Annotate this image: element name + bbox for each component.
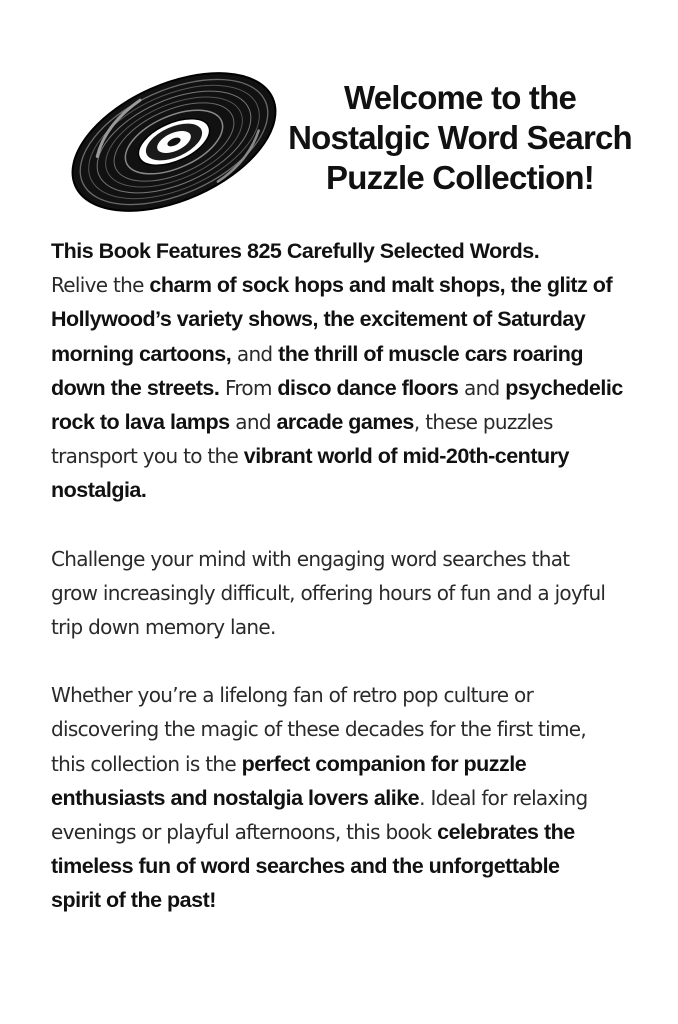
text-run-bold: morning cartoons, bbox=[51, 341, 232, 366]
text-run: Relive the bbox=[51, 273, 150, 298]
text-run-bold: charm of sock hops and malt shops, the glitz of bbox=[149, 273, 613, 298]
text-run-bold: psychedelic bbox=[505, 375, 623, 400]
vinyl-record-icon bbox=[58, 62, 290, 222]
text-run: , these puzzles bbox=[413, 410, 553, 435]
text-run-bold: perfect companion for puzzle bbox=[241, 751, 527, 776]
text-run: From bbox=[219, 375, 278, 400]
text-run-bold: disco dance floors bbox=[277, 375, 459, 400]
title-line: Puzzle Collection! bbox=[326, 159, 594, 196]
text-run-bold: enthusiasts and nostalgia lovers alike bbox=[51, 785, 420, 810]
intro-paragraph bbox=[51, 234, 651, 508]
closing-paragraph bbox=[51, 678, 651, 917]
text-run: and bbox=[458, 375, 506, 400]
challenge-paragraph bbox=[51, 542, 651, 645]
text-run: trip down memory lane. bbox=[51, 615, 276, 640]
text-run: and bbox=[231, 341, 279, 366]
text-run-bold: vibrant world of mid-20th-century bbox=[243, 444, 569, 469]
text-run-bold: the thrill of muscle cars roaring bbox=[278, 341, 583, 366]
text-run-bold: Hollywood’s variety shows, the excitement of Saturday bbox=[51, 307, 586, 332]
features-heading: This Book Features 825 Carefully Selected Words. bbox=[51, 239, 540, 263]
text-run: Challenge your mind with engaging word searches that bbox=[51, 546, 570, 571]
title-line: Nostalgic Word Search bbox=[288, 119, 632, 156]
text-run-bold: rock to lava lamps bbox=[51, 410, 230, 435]
text-run-bold: timeless fun of word searches and the unforgettable bbox=[51, 854, 560, 879]
text-run: transport you to the bbox=[51, 444, 244, 469]
text-run: grow increasingly difficult, offering hours of fun and a joyful bbox=[51, 580, 606, 605]
text-run-bold: spirit of the past! bbox=[51, 888, 216, 913]
text-run: and bbox=[229, 410, 277, 435]
text-run: discovering the magic of these decades for the first time, bbox=[51, 717, 587, 742]
text-run: . Ideal for relaxing bbox=[419, 785, 588, 810]
title-line: Welcome to the bbox=[343, 79, 577, 116]
body-text bbox=[51, 234, 651, 918]
text-run: Whether you’re a lifelong fan of retro pop culture or bbox=[51, 683, 534, 708]
text-run-bold: down the streets. bbox=[51, 375, 220, 400]
text-run-bold: nostalgia. bbox=[51, 478, 147, 503]
text-run-bold: arcade games bbox=[276, 410, 414, 435]
text-run: evenings or playful afternoons, this book bbox=[51, 820, 438, 845]
text-run-bold: celebrates the bbox=[437, 820, 575, 845]
text-run: this collection is the bbox=[51, 751, 242, 776]
page-title bbox=[282, 78, 638, 198]
